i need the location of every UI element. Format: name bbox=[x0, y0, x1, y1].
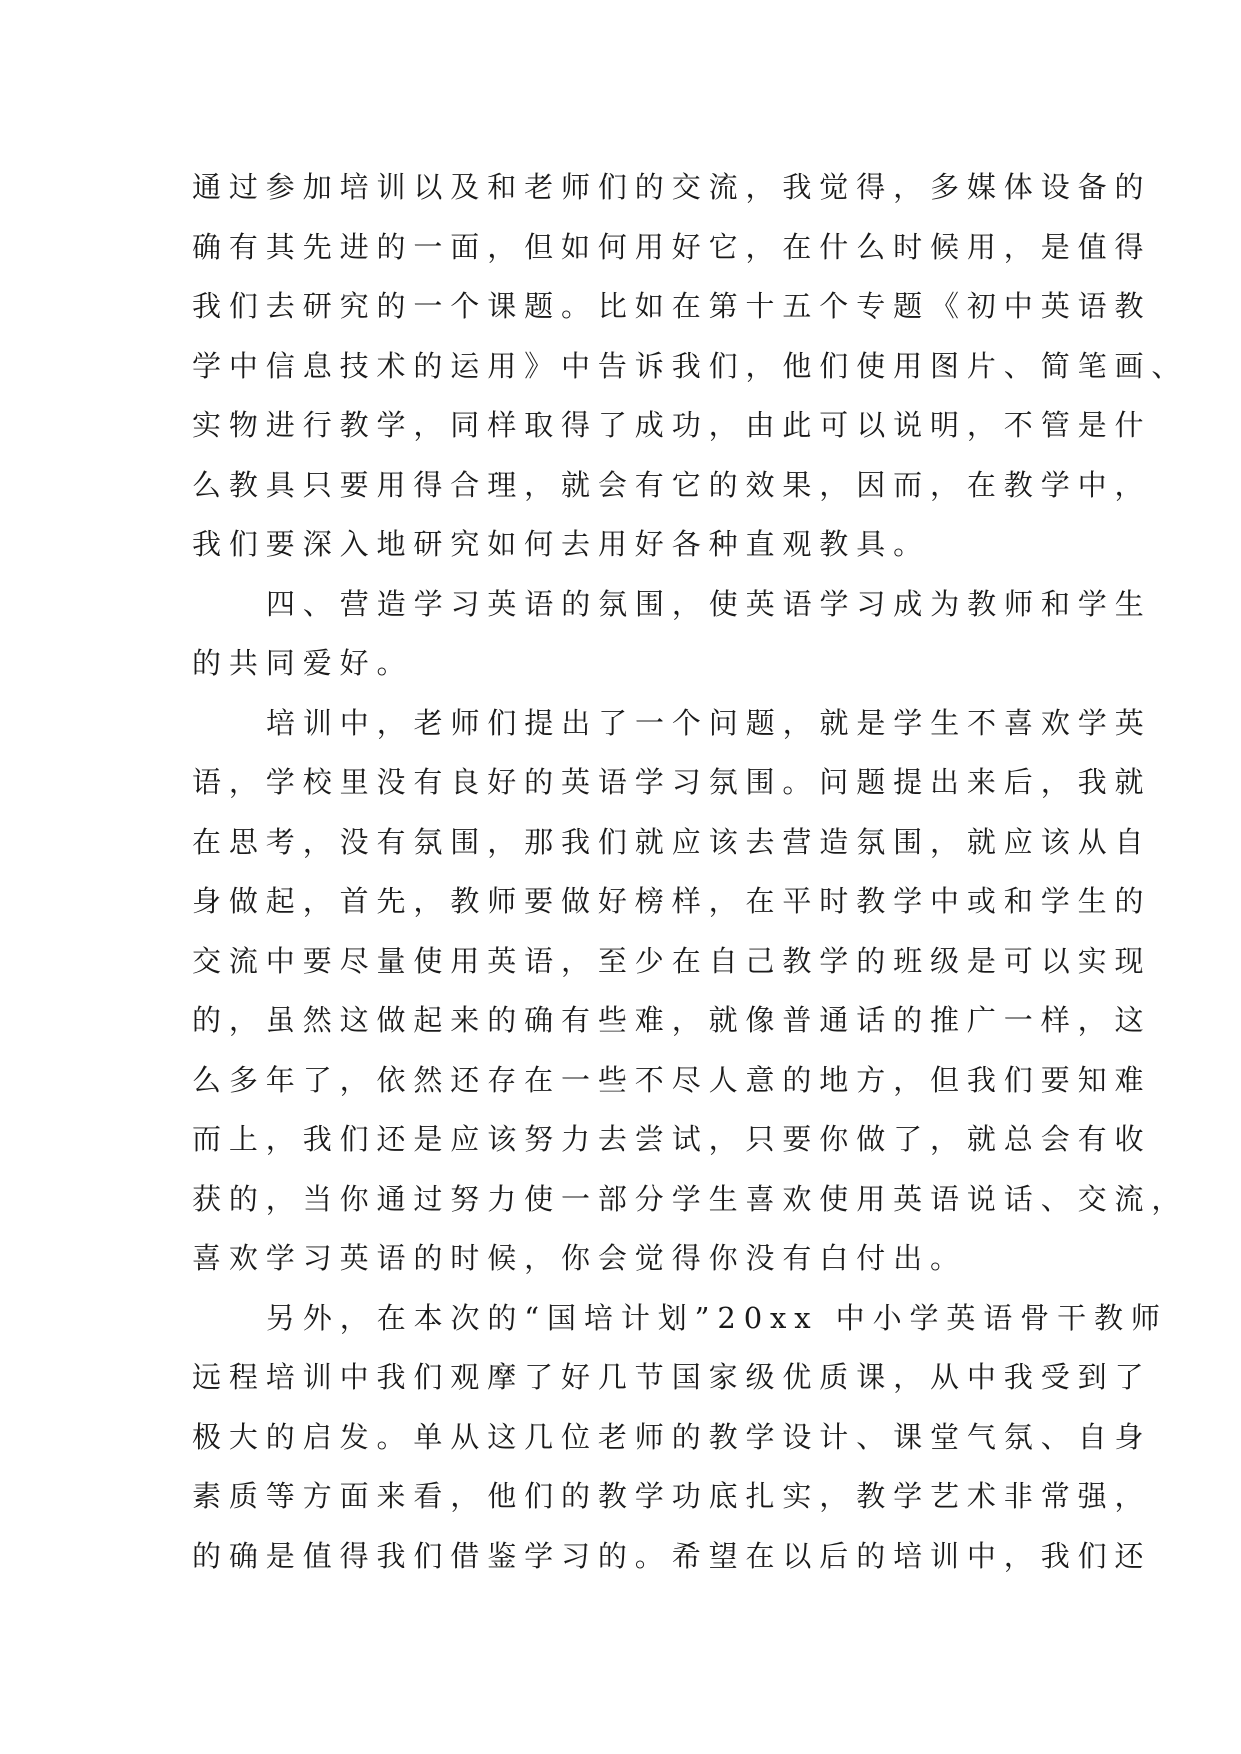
text-line: 而上，我们还是应该努力去尝试，只要你做了，就总会有收 bbox=[192, 1122, 1152, 1156]
text-line: 素质等方面来看，他们的教学功底扎实，教学艺术非常强， bbox=[192, 1479, 1152, 1513]
section-heading-line: 的共同爱好。 bbox=[192, 646, 414, 680]
text-line: 极大的启发。单从这几位老师的教学设计、课堂气氛、自身 bbox=[192, 1419, 1152, 1454]
text-line: 么多年了，依然还存在一些不尽人意的地方，但我们要知难 bbox=[192, 1062, 1152, 1097]
paragraph-start-line: 培训中，老师们提出了一个问题，就是学生不喜欢学英 bbox=[266, 705, 1152, 740]
text-line: 通过参加培训以及和老师们的交流，我觉得，多媒体设备的 bbox=[192, 170, 1152, 204]
document-body bbox=[192, 158, 1189, 1586]
text-line: 获的，当你通过努力使一部分学生喜欢使用英语说话、交流， bbox=[192, 1181, 1189, 1216]
text-line: 学中信息技术的运用》中告诉我们，他们使用图片、简笔画、 bbox=[192, 348, 1189, 383]
text-line: 远程培训中我们观摩了好几节国家级优质课，从中我受到了 bbox=[192, 1360, 1152, 1394]
text-line: 我们要深入地研究如何去用好各种直观教具。 bbox=[192, 527, 931, 561]
text-line: 实物进行教学，同样取得了成功，由此可以说明，不管是什 bbox=[192, 408, 1152, 442]
text-line: 交流中要尽量使用英语，至少在自己教学的班级是可以实现 bbox=[192, 943, 1152, 978]
text-line: 喜欢学习英语的时候，你会觉得你没有白付出。 bbox=[192, 1241, 967, 1275]
text-line: 确有其先进的一面，但如何用好它，在什么时候用，是值得 bbox=[192, 229, 1152, 264]
text-line: 么教具只要用得合理，就会有它的效果，因而，在教学中， bbox=[192, 467, 1152, 502]
text-line: 语，学校里没有良好的英语学习氛围。问题提出来后，我就 bbox=[192, 765, 1152, 799]
text-line: 身做起，首先，教师要做好榜样，在平时教学中或和学生的 bbox=[192, 884, 1152, 918]
text-line: 的，虽然这做起来的确有些难，就像普通话的推广一样，这 bbox=[192, 1003, 1152, 1037]
text-line: 我们去研究的一个课题。比如在第十五个专题《初中英语教 bbox=[192, 289, 1152, 323]
text-line: 的确是值得我们借鉴学习的。希望在以后的培训中，我们还 bbox=[192, 1538, 1152, 1573]
section-heading-line: 四、营造学习英语的氛围，使英语学习成为教师和学生 bbox=[266, 586, 1152, 621]
paragraph-start-line: 另外，在本次的“国培计划”20xx 中小学英语骨干教师 bbox=[266, 1300, 1168, 1335]
text-line: 在思考，没有氛围，那我们就应该去营造氛围，就应该从自 bbox=[192, 824, 1152, 859]
